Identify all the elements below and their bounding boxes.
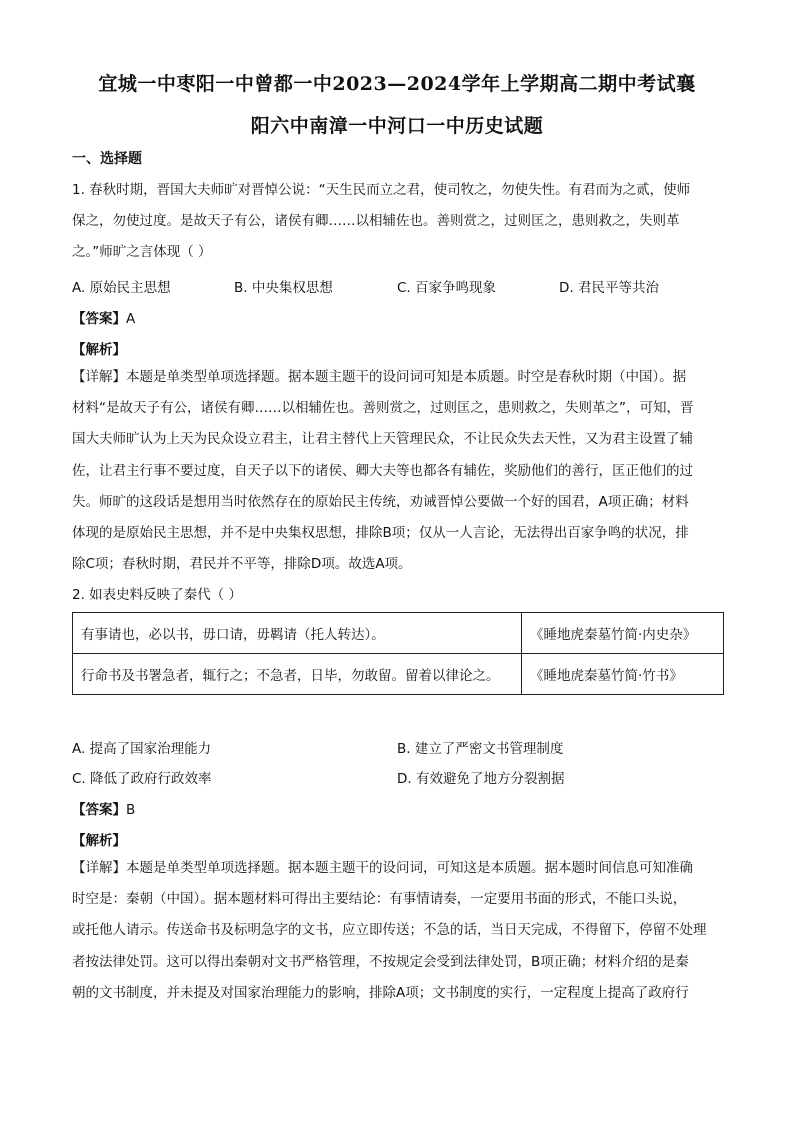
- q1-analysis-label: [72, 338, 126, 358]
- table-cell-text: 行命书及书署急者，辄行之；不急者，日毕，勿敢留。留着以律论之。: [73, 654, 522, 695]
- q2-analysis-line: 时空是：秦朝（中国）。据本题材料可得出主要结论：有事情请奏，一定要用书面的形式，不能口头说，: [72, 891, 687, 908]
- q2-stem: [72, 580, 722, 611]
- exam-title-line2: 阳六中南漳一中河口一中历史试题: [250, 115, 544, 137]
- q1-stem-line: 之。”师旷之言体现（ ）: [72, 244, 212, 261]
- exam-title-line1: 宜城一中枣阳一中曾都一中2023—2024学年上学期高二期中考试襄: [98, 73, 696, 95]
- q1-stem: [72, 175, 722, 269]
- analysis-label: 【解析】: [72, 342, 126, 358]
- table-cell-text: 有事请也，必以书，毋口请，毋羁请（托人转达）。: [73, 613, 522, 654]
- q1-stem-line: 保之，勿使过度。是故天子有公，诸侯有卿……以相辅佐也。善则赏之，过则匡之，患则救之，失则革: [72, 213, 680, 230]
- table-row: [73, 654, 724, 695]
- q1-analysis-line: 体现的是原始民主思想，并不是中央集权思想，排除B项；仅从一人言论，无法得出百家争鸣的状况，排: [72, 524, 689, 541]
- q1-option-c: C. 百家争鸣现象: [397, 280, 497, 296]
- table-cell-source: 《睡地虎秦墓竹简·竹书》: [522, 654, 724, 695]
- answer-label: 【答案】: [72, 802, 126, 818]
- q2-options-row2: [72, 767, 722, 791]
- q1-option-a: A. 原始民主思想: [72, 280, 171, 296]
- q1-options: [72, 276, 722, 300]
- answer-value: B: [126, 802, 136, 818]
- q2-stem-line: 2. 如表史料反映了秦代（ ）: [72, 587, 242, 603]
- q1-analysis-line: 佐，让君主行事不要过度，自天子以下的诸侯、卿大夫等也都各有辅佐，奖励他们的善行，匡正他们的过: [72, 462, 693, 479]
- q2-option-d: D. 有效避免了地方分裂割据: [397, 771, 565, 787]
- q2-analysis-line: 【详解】本题是单类型单项选择题。据本题主题干的设问词，可知这是本质题。据本题时间信息可知准确: [72, 860, 693, 876]
- q2-analysis-line: 或托他人请示。传送命书及标明急字的文书，应立即传送；不急的话，当日天完成，不得留下，停留不处理: [72, 922, 707, 939]
- analysis-label: 【解析】: [72, 833, 126, 849]
- q2-option-b: B. 建立了严密文书管理制度: [397, 741, 564, 757]
- q1-analysis-line: 国大夫师旷认为上天为民众设立君主，让君主替代上天管理民众，不让民众失去天性，又为君主设置了辅: [72, 431, 693, 448]
- answer-value: A: [126, 311, 136, 327]
- answer-label: 【答案】: [72, 311, 126, 327]
- table-row: [73, 613, 724, 654]
- q1-analysis-line: 【详解】本题是单类型单项选择题。据本题主题干的设问词可知是本质题。时空是春秋时期（中国）。据: [72, 369, 687, 385]
- q2-analysis: [72, 853, 722, 1009]
- q1-analysis: [72, 362, 722, 580]
- q1-option-d: D. 君民平等共治: [559, 280, 659, 296]
- q1-option-b: B. 中央集权思想: [234, 280, 333, 296]
- q1-analysis-line: 材料“是故天子有公，诸侯有卿……以相辅佐也。善则赏之，过则匡之，患则救之，失则革之”，可知，晋: [72, 400, 694, 417]
- q2-analysis-line: 者按法律处罚。这可以得出秦朝对文书严格管理，不按规定会受到法律处罚，B项正确；材料介绍的是秦: [72, 953, 689, 970]
- section-heading: 一、选择题: [72, 151, 142, 167]
- q2-option-c: C. 降低了政府行政效率: [72, 771, 212, 787]
- table-cell-source: 《睡地虎秦墓竹简·内史杂》: [522, 613, 724, 654]
- q2-answer: [72, 798, 135, 818]
- q2-source-table: [72, 612, 724, 695]
- q1-analysis-line: 失。师旷的这段话是想用当时依然存在的原始民主传统，劝诫晋悼公要做一个好的国君，A项正确；材料: [72, 493, 689, 510]
- q2-analysis-label: [72, 829, 126, 849]
- q2-options-row1: [72, 737, 722, 761]
- q2-analysis-line: 朝的文书制度，并未提及对国家治理能力的影响，排除A项；文书制度的实行，一定程度上提高了政府行: [72, 984, 689, 1001]
- q1-answer: [72, 307, 135, 327]
- q2-option-a: A. 提高了国家治理能力: [72, 741, 212, 757]
- q1-analysis-line: 除C项；春秋时期，君民并不平等，排除D项。故选A项。: [72, 556, 412, 573]
- q1-stem-line: 1. 春秋时期，晋国大夫师旷对晋悼公说：“天生民而立之君，使司牧之，勿使失性。有君而为之贰，使师: [72, 182, 691, 198]
